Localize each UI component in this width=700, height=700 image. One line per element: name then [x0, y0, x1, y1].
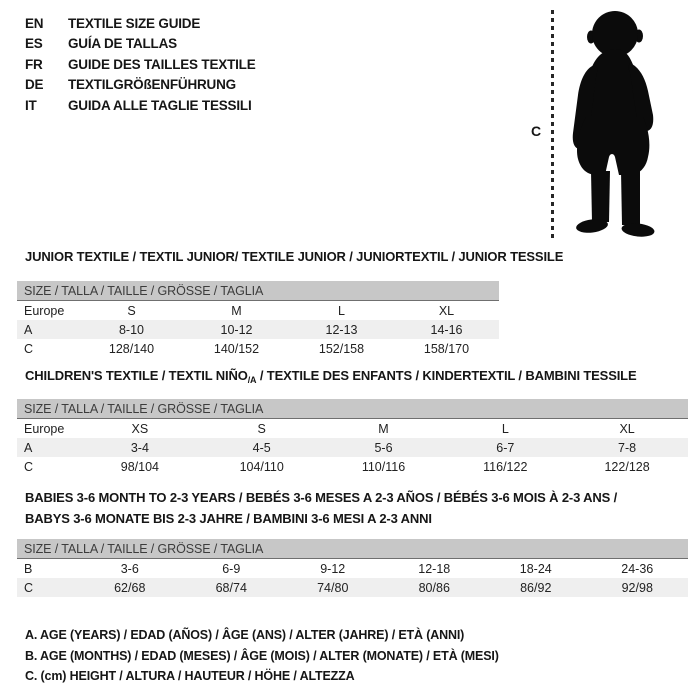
table-cell: 104/110 — [239, 459, 284, 474]
table-row-height — [17, 578, 688, 597]
language-row-en — [25, 13, 256, 34]
table-cell: S — [127, 303, 136, 318]
language-row-it — [25, 95, 256, 116]
size-table-junior — [17, 281, 499, 358]
table-cell: 116/122 — [483, 459, 528, 474]
section-title-line2: BABYS 3-6 MONATE BIS 2-3 JAHRE / BAMBINI 3-6 MESI A 2-3 ANNI — [25, 511, 432, 526]
section-title-line1: BABIES 3-6 MONTH TO 2-3 YEARS / BEBÉS 3-6 MESES A 2-3 AÑOS / BÉBÉS 3-6 MOIS À 2-3 ANS / — [25, 490, 618, 505]
table-cell: 128/140 — [108, 341, 155, 356]
height-measure-label: C — [531, 123, 542, 139]
language-code: IT — [25, 97, 37, 113]
language-title: GUIDE DES TAILLES TEXTILE — [68, 56, 256, 72]
legend-notes — [25, 625, 499, 687]
language-title: GUIDA ALLE TAGLIE TESSILI — [68, 97, 252, 113]
section-title-text: / TEXTILE DES ENFANTS / KINDERTEXTIL / BAMBINI TESSILE — [256, 368, 637, 383]
note-height-cm: C. (cm) HEIGHT / ALTURA / HAUTEUR / HÖHE / ALTEZZA — [25, 669, 355, 683]
table-cell: M — [231, 303, 242, 318]
row-label: C — [24, 580, 34, 595]
size-header-bar: SIZE / TALLA / TAILLE / GRÖSSE / TAGLIA — [17, 281, 499, 301]
table-row-europe — [17, 419, 688, 438]
table-cell: 86/92 — [520, 580, 552, 595]
section-title-babies — [25, 487, 617, 529]
table-cell: 74/80 — [317, 580, 349, 595]
language-title: TEXTILGRÖßENFÜHRUNG — [68, 77, 236, 93]
row-label: Europe — [24, 421, 65, 436]
table-cell: 12-13 — [325, 322, 358, 337]
toddler-silhouette-icon — [558, 7, 666, 239]
section-title-text: CHILDREN'S TEXTILE / TEXTIL NIÑO — [25, 368, 248, 383]
table-row-age — [17, 438, 688, 457]
table-cell: M — [378, 421, 389, 436]
height-figure — [520, 4, 698, 246]
size-table-children — [17, 399, 688, 476]
table-cell: XS — [131, 421, 149, 436]
table-cell: 5-6 — [374, 440, 393, 455]
language-list — [25, 13, 256, 116]
table-cell: 7-8 — [618, 440, 637, 455]
table-cell: 68/74 — [215, 580, 247, 595]
row-label: A — [24, 440, 33, 455]
note-age-months: B. AGE (MONTHS) / EDAD (MESES) / ÂGE (MOIS) / ALTER (MONATE) / ETÀ (MESI) — [25, 648, 499, 663]
language-code: FR — [25, 56, 43, 72]
section-title-children — [25, 368, 637, 383]
size-table-babies — [17, 539, 688, 597]
row-label: C — [24, 459, 34, 474]
silhouette-shape — [573, 11, 655, 238]
table-cell: 140/152 — [213, 341, 260, 356]
table-cell: L — [501, 421, 509, 436]
height-dashed-line — [551, 10, 554, 242]
section-title-subscript: /A — [247, 375, 257, 385]
size-header-bar: SIZE / TALLA / TAILLE / GRÖSSE / TAGLIA — [17, 399, 688, 419]
section-title-junior: JUNIOR TEXTILE / TEXTIL JUNIOR/ TEXTILE JUNIOR / JUNIORTEXTIL / JUNIOR TESSILE — [25, 249, 564, 264]
row-label: C — [24, 341, 34, 356]
table-row-europe — [17, 301, 499, 320]
language-title: TEXTILE SIZE GUIDE — [68, 15, 201, 31]
table-row-age — [17, 320, 499, 339]
table-row-height — [17, 457, 688, 476]
note-age-years: A. AGE (YEARS) / EDAD (AÑOS) / ÂGE (ANS) / ALTER (JAHRE) / ETÀ (ANNI) — [25, 628, 465, 642]
table-cell: 6-7 — [496, 440, 515, 455]
table-cell: 10-12 — [220, 322, 253, 337]
language-row-fr — [25, 54, 256, 75]
size-header-bar: SIZE / TALLA / TAILLE / GRÖSSE / TAGLIA — [17, 539, 688, 559]
table-cell: 6-9 — [222, 561, 241, 576]
table-cell: 14-16 — [430, 322, 463, 337]
table-cell: L — [338, 303, 345, 318]
table-cell: 3-4 — [130, 440, 149, 455]
table-row-height — [17, 339, 499, 358]
table-cell: XL — [619, 421, 635, 436]
language-row-es — [25, 34, 256, 55]
table-cell: S — [257, 421, 266, 436]
language-row-de — [25, 75, 256, 96]
language-code: DE — [25, 77, 44, 93]
table-cell: 122/128 — [604, 459, 650, 474]
table-cell: 92/98 — [621, 580, 653, 595]
language-title: GUÍA DE TALLAS — [68, 36, 177, 52]
row-label: A — [24, 322, 33, 337]
table-cell: 98/104 — [120, 459, 160, 474]
table-cell: 4-5 — [252, 440, 271, 455]
table-cell: 110/116 — [361, 459, 406, 474]
table-cell: 152/158 — [318, 341, 365, 356]
table-cell: 24-36 — [621, 561, 654, 576]
table-cell: XL — [438, 303, 455, 318]
table-cell: 3-6 — [120, 561, 139, 576]
table-cell: 12-18 — [418, 561, 451, 576]
row-label: Europe — [24, 303, 65, 318]
language-code: ES — [25, 36, 43, 52]
table-cell: 158/170 — [423, 341, 470, 356]
table-cell: 18-24 — [519, 561, 552, 576]
table-cell: 80/86 — [418, 580, 450, 595]
table-cell: 8-10 — [118, 322, 145, 337]
table-cell: 62/68 — [114, 580, 146, 595]
table-row-months — [17, 559, 688, 578]
table-cell: 9-12 — [320, 561, 346, 576]
language-code: EN — [25, 15, 44, 31]
row-label: B — [24, 561, 33, 576]
